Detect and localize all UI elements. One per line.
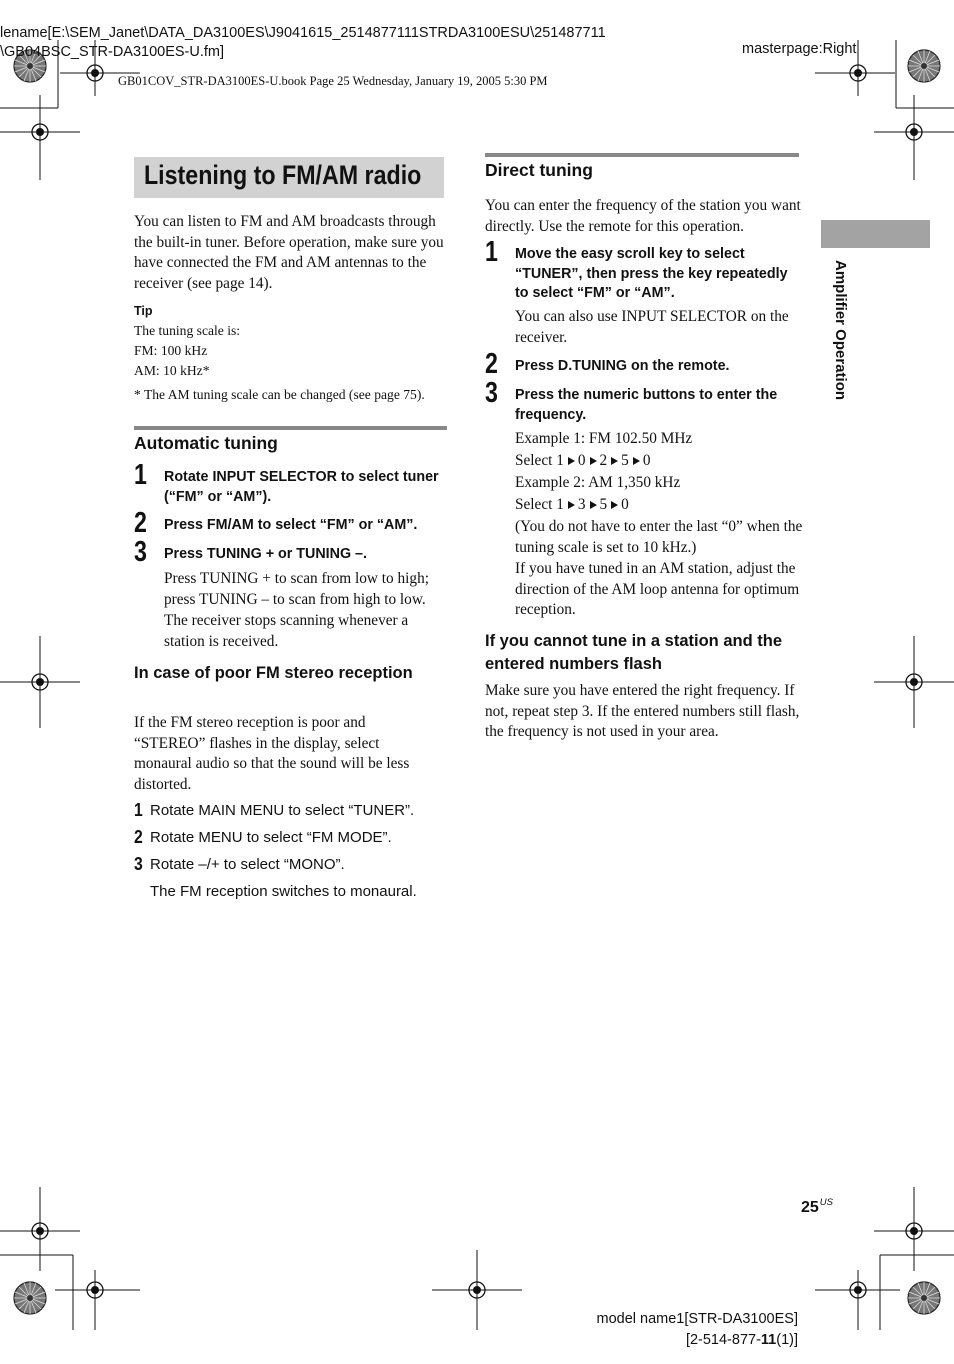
step-number: 3 <box>134 536 147 568</box>
select-sequence-1 <box>515 451 650 472</box>
model-line-1: model name1[STR-DA3100ES] <box>596 1311 798 1327</box>
example-2: Example 2: AM 1,350 kHz <box>515 474 681 491</box>
page-title: Listening to FM/AM radio <box>144 160 422 190</box>
model-code-prefix: [2-514-877- <box>685 1332 761 1348</box>
select-prefix: Select 1 <box>515 496 564 513</box>
tip-line-3: AM: 10 kHz* <box>134 363 210 378</box>
select-digit: 3 <box>577 496 586 513</box>
poor-fm-paragraph: If the FM stereo reception is poor and “STEREO” flashes in the display, select monaural audio so that the sound will be less distorted. <box>134 714 410 793</box>
step-text: Press TUNING + or TUNING –. <box>164 546 367 562</box>
step-number: 2 <box>485 348 498 380</box>
tip-label: Tip <box>134 304 153 318</box>
step-text: Move the easy scroll key to select “TUNER”, then press the key repeatedly to select “FM” or “AM”. <box>515 246 788 301</box>
select-digit: 5 <box>621 452 629 469</box>
arrow-right-icon <box>590 501 597 509</box>
tip-line-1: The tuning scale is: <box>134 323 241 338</box>
substep-result: The FM reception switches to monaural. <box>150 883 417 900</box>
model-code-bold: 11 <box>760 1332 777 1348</box>
tip-line-2: FM: 100 kHz <box>134 343 208 358</box>
arrow-right-icon <box>611 501 618 509</box>
step-text: Press D.TUNING on the remote. <box>515 358 730 374</box>
substep-text: Rotate –/+ to select “MONO”. <box>150 856 345 873</box>
direct-tuning-heading: Direct tuning <box>485 160 593 180</box>
model-code-suffix: (1)] <box>776 1332 798 1348</box>
poor-fm-heading: In case of poor FM stereo reception <box>134 664 413 682</box>
step-note: You can also use INPUT SELECTOR on the receiver. <box>515 308 789 346</box>
arrow-right-icon <box>633 457 640 465</box>
section-rule <box>134 426 447 430</box>
example-1: Example 1: FM 102.50 MHz <box>515 430 693 447</box>
step-number: 1 <box>485 236 498 268</box>
cannot-tune-paragraph: Make sure you have entered the right frequency. If not, repeat step 3. If the entered numbers still flash, the frequency is not used in your area. <box>485 682 800 740</box>
masterpage-label: masterpage:Right <box>742 41 857 57</box>
filename-line-2: \GB04BSC_STR-DA3100ES-U.fm] <box>0 44 225 60</box>
page-number-suffix: US <box>819 1197 833 1208</box>
page-number <box>801 1197 833 1217</box>
step-text: Press the numeric buttons to enter the frequency. <box>515 387 778 423</box>
automatic-tuning-heading: Automatic tuning <box>134 433 278 453</box>
section-rule <box>485 153 799 157</box>
page-number-value: 25 <box>801 1199 819 1216</box>
substep-number: 2 <box>134 826 143 847</box>
cannot-tune-heading: If you cannot tune in a station and the entered numbers flash <box>485 632 783 673</box>
section-title-box <box>134 157 444 198</box>
select-digit: 2 <box>599 452 608 469</box>
arrow-right-icon <box>590 457 597 465</box>
step-text: Rotate INPUT SELECTOR to select tuner (“FM” or “AM”). <box>164 469 439 505</box>
filename-line-1: lename[E:\SEM_Janet\DATA_DA3100ES\J9041615_2514877111STRDA3100ESU\251487711 <box>0 25 606 41</box>
intro-paragraph: You can listen to FM and AM broadcasts through the built-in tuner. Before operation, make sure you have connected the FM and AM antennas to the receiver (see page 14). <box>134 213 444 292</box>
model-line-2 <box>686 1330 798 1351</box>
arrow-right-icon <box>568 501 575 509</box>
tip-footnote: * The AM tuning scale can be changed (see page 75). <box>134 387 425 402</box>
select-sequence-2 <box>515 495 629 516</box>
step-text: Press FM/AM to select “FM” or “AM”. <box>164 517 418 533</box>
select-digit: 0 <box>621 496 629 513</box>
step-number: 3 <box>485 377 498 409</box>
substep-text: Rotate MAIN MENU to select “TUNER”. <box>150 802 415 819</box>
arrow-right-icon <box>611 457 618 465</box>
book-info-line: GB01COV_STR-DA3100ES-U.book Page 25 Wednesday, January 19, 2005 5:30 PM <box>118 74 548 88</box>
note-last-zero: (You do not have to enter the last “0” when the tuning scale is set to 10 kHz.) <box>515 518 803 556</box>
chapter-tab <box>821 220 930 248</box>
step-note: Press TUNING + to scan from low to high; press TUNING – to scan from high to low. <box>164 570 429 608</box>
select-digit: 0 <box>577 452 586 469</box>
step-number: 1 <box>134 459 147 491</box>
step-note: The receiver stops scanning whenever a station is received. <box>164 612 409 650</box>
chapter-label: Amplifier Operation <box>832 260 849 401</box>
arrow-right-icon <box>568 457 575 465</box>
select-digit: 5 <box>599 496 608 513</box>
step-number: 2 <box>134 507 147 539</box>
select-prefix: Select 1 <box>515 452 564 469</box>
substep-text: Rotate MENU to select “FM MODE”. <box>150 829 392 846</box>
select-digit: 0 <box>642 452 651 469</box>
substep-number: 3 <box>134 853 143 874</box>
note-am-antenna: If you have tuned in an AM station, adjust the direction of the AM loop antenna for optimum reception. <box>515 560 800 618</box>
substep-number: 1 <box>134 799 143 820</box>
direct-tuning-intro: You can enter the frequency of the station you want directly. Use the remote for this operation. <box>485 197 801 235</box>
